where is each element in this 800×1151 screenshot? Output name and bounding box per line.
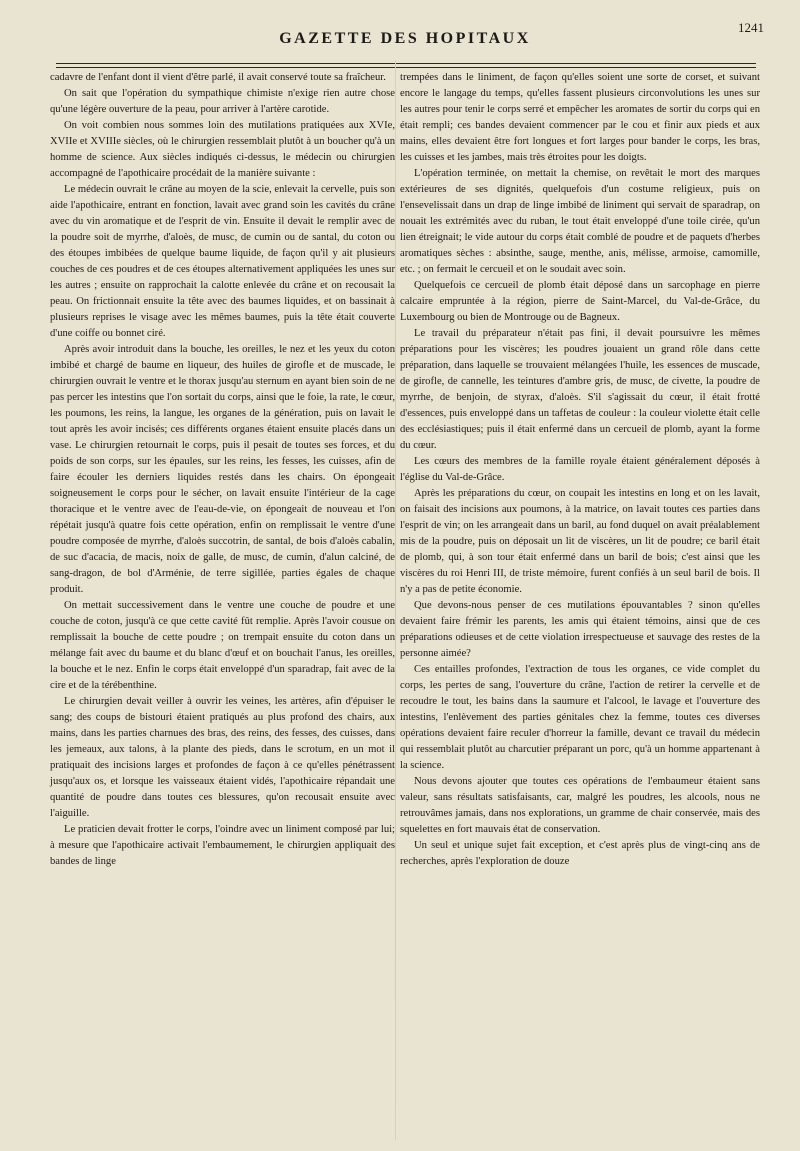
paragraph: Que devons-nous penser de ces mutilations épouvantables ? sinon qu'elles devaient faire frémir les parents, les amis qui étaient témoins, ainsi que de ces préparations odieuses et de cette violation irrespectueuse et sauvage des restes de la personne aimée? [400,600,760,659]
paragraph: Le médecin ouvrait le crâne au moyen de la scie, enlevait la cervelle, puis son aide l'apothicaire, entrant en fonction, lavait avec grand soin les cavités du crâne avec du vin aromatique et de l'esprit de vin. Ensuite il devait le remplir avec de la poudre soit de myrrhe, d'aloès, de musc, de cumin ou de santal, du coton ou des étoupes imbibées de quelque baume liquide, de façon qu'il y ait plusieurs couches de ces poudres et de ces étoupes alternativement appliquées les unes sur les autres ; ensuite on rapprochait la calotte enlevée du crâne et on recousait la peau. On frictionnait ensuite la tête avec des baumes liquides, et on bassinait à plusieurs reprises le visage avec les mêmes baumes, puis la tête était couverte d'une coiffe ou bonnet ciré. [50,184,395,339]
paragraph: On voit combien nous sommes loin des mutilations pratiquées aux XVIe, XVIIe et XVIIIe siècles, où le chirurgien ressemblait plutôt à un boucher qu'à un homme de science. Aux siècles indiqués ci-dessus, le médecin ou chirurgien accompagné de l'apothicaire procédait de la manière suivante : [50,120,395,179]
right-column [400,70,760,870]
paragraph: On sait que l'opération du sympathique chimiste n'exige rien autre chose qu'une légère ouverture de la peau, pour arriver à l'artère carotide. [50,88,395,115]
paragraph: L'opération terminée, on mettait la chemise, on revêtait le mort des marques extérieures de ses dignités, quelquefois d'un costume religieux, puis on l'ensevelissait dans un drap de linge imbibé de liniment qui servait de sparadrap, on nouait les extrémités avec du ruban, le tout était enveloppé d'une toile cirée, qu'un lien étreignait; le vide autour du corps était comblé de poudre et de paquets d'herbes aromatiques sèches : absinthe, sauge, menthe, anis, mélisse, armoise, camomille, etc. ; on fermait le cercueil et on le soudait avec soin. [400,168,760,275]
paragraph: Ces entailles profondes, l'extraction de tous les organes, ce vide complet du corps, les pertes de sang, l'ouverture du crâne, l'action de retirer la cervelle et de recoudre le tout, les bains dans la saumure et l'alcool, le lavage et l'ouverture des intestins, l'enlèvement des parties génitales chez la femme, toutes ces diverses opérations devaient faire reculer d'horreur la famille, devant ce travail du médecin qui ressemblait plutôt au charcutier préparant un porc, qu'à un homme appartenant à la science. [400,664,760,771]
paragraph: Quelquefois ce cercueil de plomb était déposé dans un sarcophage en pierre calcaire empruntée à la région, pierre de Saint-Marcel, du Val-de-Grâce, du Luxembourg ou bien de Montrouge ou de Bagneux. [400,280,760,323]
paragraph: trempées dans le liniment, de façon qu'elles soient une sorte de corset, et suivant encore le langage du temps, qu'elles fassent plusieurs circonvolutions les unes sur les autres pour tenir le corps serré et empêcher les aromates de sortir du corps qui en était rempli; ces bandes devaient commencer par le cou et finir aux pieds et aux mains, elles devaient être fort longues et fort larges pour bander le corps, les bras, les cuisses et les jambes, mais très étroites pour les doigts. [400,72,760,163]
paragraph: cadavre de l'enfant dont il vient d'être parlé, il avait conservé toute sa fraîcheur. [50,72,386,83]
header-rule-bottom [56,67,756,68]
paragraph: Après les préparations du cœur, on coupait les intestins en long et on les lavait, on faisait des incisions aux poumons, à la matrice, on lavait toutes ces parties dans l'esprit de vin; on les arrangeait dans un baril, au fond duquel on avait préalablement mis de la poudre, puis on déposait un lit de viscères, un lit de poudre; ce baril était de plomb, qui, à son tour était enfermé dans un baril de bois; c'est ainsi que les viscères du roi Henri III, de triste mémoire, furent confiés à un seul baril de bois. Il n'y a pas de petite économie. [400,488,760,595]
paragraph: Après avoir introduit dans la bouche, les oreilles, le nez et les yeux du coton imbibé et chargé de baume en liqueur, des huiles de girofle et de muscade, le chirurgien ouvrait le ventre et le thorax jusqu'au sternum en ayant bien soin de ne pas percer les intestins que l'on sortait du corps, ainsi que le foie, la rate, le cœur, les poumons, les reins, la langue, les organes de la génération, puis on lavait le tout après les avoir incisés; ces différents organes étaient ensuite placés dans un vase. Le chirurgien retournait le corps, puis il pesait de toutes ses forces, et du poids de son corps, sur les épaules, sur les reins, les fesses, les cuisses, afin de faire écouler les derniers liquides restés dans les chairs. On épongeait soigneusement le corps pour le sécher, on lavait ensuite l'intérieur de la cage thoracique et le ventre avec de l'eau-de-vie, on épongeait de nouveau et l'on répétait jusqu'à quatre fois cette opération, enfin on remplissait le ventre d'une poudre composée de myrrhe, d'aloès succotrin, de santal, de bois d'aloès cabalin, de suc d'acacia, de macis, noix de galle, de musc, de cumin, d'alun calciné, de sang-dragon, de bol d'Arménie, de terre sigillée, parties égales de chaque produit. [50,344,395,595]
page-header [40,18,770,58]
paragraph: Un seul et unique sujet fait exception, et c'est après plus de vingt-cinq ans de recherches, après l'exploration de douze [400,840,760,867]
paragraph: Le praticien devait frotter le corps, l'oindre avec un liniment composé par lui; à mesure que l'apothicaire activait l'embaumement, le chirurgien appliquait des bandes de linge [50,824,395,867]
paragraph: Le chirurgien devait veiller à ouvrir les veines, les artères, afin d'épuiser le sang; des coups de bistouri étaient pratiqués au plus profond des chairs, aux mains, dans les parties charnues des bras, des reins, des fesses, des cuisses, dans les jemeaux, aux talons, à la plante des pieds, dans le scrotum, en un mot il pratiquait des incisions larges et profondes de façon à ce qu'elles pénétrassent jusqu'aux os, et lorsque les vaisseaux étaient vidés, l'apothicaire répandait une quantité de poudre dans toutes ces blessures, qu'on recousait ensuite avec l'aiguille. [50,696,395,819]
paragraph: Nous devons ajouter que toutes ces opérations de l'embaumeur étaient sans valeur, sans résultats satisfaisants, car, malgré les poudres, les alcools, nous ne retrouvâmes jamais, dans nos explorations, un gramme de chair conservée, mais des squelettes en fort mauvais état de conservation. [400,776,760,835]
column-gutter [395,60,396,1140]
header-rule-top [56,63,756,64]
page-number: 1241 [738,20,764,35]
journal-title: GAZETTE DES HOPITAUX [279,30,531,47]
paragraph: Les cœurs des membres de la famille royale étaient généralement déposés à l'église du Val-de-Grâce. [400,456,760,483]
paragraph: Le travail du préparateur n'était pas fini, il devait poursuivre les mêmes préparations pour les viscères; les poudres jouaient un grand rôle dans cette préparation, dans laquelle se trouvaient mélangées l'huile, les essences de muscade, de girofle, de cannelle, les teintures d'ambre gris, de musc, de civette, la poudre de myrrhe, de benjoin, de styrax, d'aloès. S'il s'agissait du cœur, il était frotté d'essences, puis enveloppé dans un taffetas de couleur : la couleur violette était celle des ecclésiastiques; puis il était enfermé dans un cercueil de plomb, ayant la forme du cœur. [400,328,760,451]
left-column [50,70,395,870]
paragraph: On mettait successivement dans le ventre une couche de poudre et une couche de coton, jusqu'à ce que cette cavité fût remplie. Après l'avoir cousue on remplissait la bouche de cette poudre ; on trempait ensuite du coton dans un mélange fait avec du baume et du blanc d'œuf et on bouchait l'anus, les oreilles, la bouche et le nez. Enfin le corps était enveloppé d'un sparadrap, fait avec de la cire et de la térébenthine. [50,600,395,691]
